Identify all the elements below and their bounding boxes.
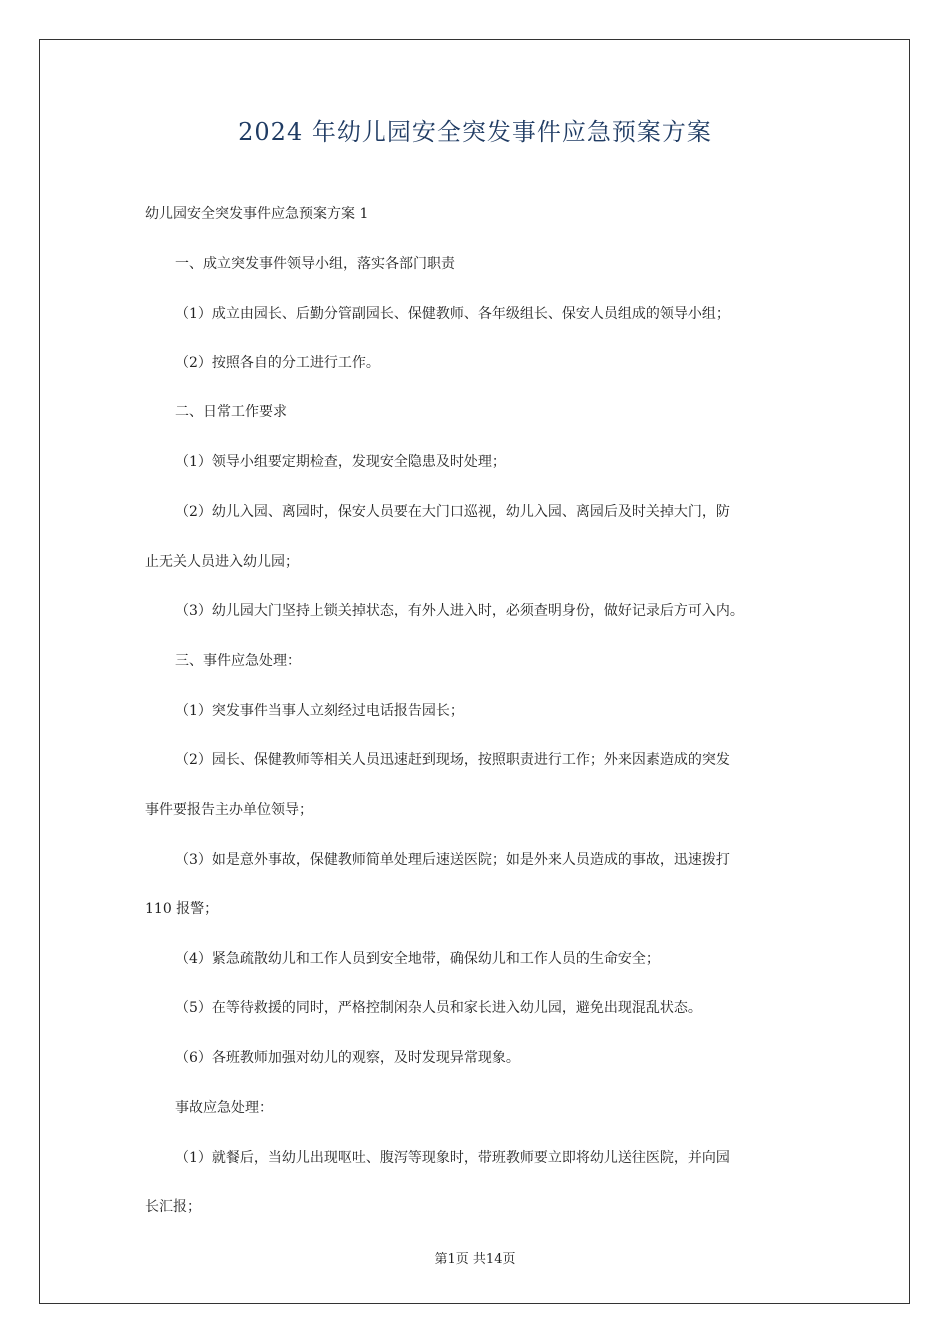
paragraph-heading-1: 一、成立突发事件领导小组，落实各部门职责 <box>175 256 455 272</box>
paragraph: （1）领导小组要定期检查，发现安全隐患及时处理； <box>175 454 506 470</box>
paragraph: （5）在等待救援的同时，严格控制闲杂人员和家长进入幼儿园，避免出现混乱状态。 <box>175 1000 702 1016</box>
paragraph: （1）就餐后，当幼儿出现呕吐、腹泻等现象时，带班教师要立即将幼儿送往医院，并向园 <box>175 1150 730 1166</box>
paragraph: （4）紧急疏散幼儿和工作人员到安全地带，确保幼儿和工作人员的生命安全； <box>175 951 660 967</box>
section-heading: 幼儿园安全突发事件应急预案方案 1 <box>145 206 369 222</box>
paragraph-continuation: 止无关人员进入幼儿园； <box>145 554 299 570</box>
paragraph: （3）幼儿园大门坚持上锁关掉状态，有外人进入时，必须查明身份，做好记录后方可入内。 <box>175 603 744 619</box>
paragraph: （2）按照各自的分工进行工作。 <box>175 355 380 371</box>
paragraph: （1）成立由园长、后勤分管副园长、保健教师、各年级组长、保安人员组成的领导小组； <box>175 306 730 322</box>
paragraph: （6）各班教师加强对幼儿的观察，及时发现异常现象。 <box>175 1050 520 1066</box>
page-border <box>39 39 910 1304</box>
paragraph: （2）园长、保健教师等相关人员迅速赶到现场，按照职责进行工作；外来因素造成的突发 <box>175 752 730 768</box>
paragraph: （1）突发事件当事人立刻经过电话报告园长； <box>175 703 464 719</box>
paragraph: （3）如是意外事故，保健教师简单处理后速送医院；如是外来人员造成的事故，迅速拨打 <box>175 852 730 868</box>
page-number: 第1页 共14页 <box>434 1252 516 1267</box>
paragraph-heading-3: 三、事件应急处理： <box>175 653 301 669</box>
paragraph-continuation: 事件要报告主办单位领导； <box>145 802 313 818</box>
paragraph-continuation: 长汇报； <box>145 1199 201 1215</box>
paragraph-heading-2: 二、日常工作要求 <box>175 404 287 420</box>
paragraph-heading-4: 事故应急处理： <box>175 1100 273 1116</box>
paragraph-continuation: 110 报警； <box>145 901 219 917</box>
document-title: 2024 年幼儿园安全突发事件应急预案方案 <box>238 118 712 146</box>
paragraph: （2）幼儿入园、离园时，保安人员要在大门口巡视，幼儿入园、离园后及时关掉大门，防 <box>175 504 730 520</box>
